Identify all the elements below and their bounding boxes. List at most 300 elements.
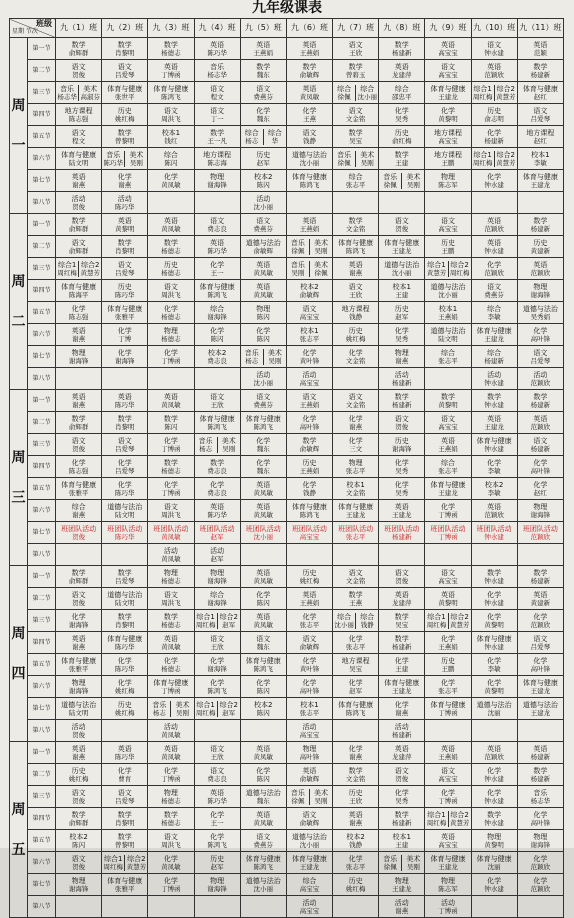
subject: 活动 (71, 722, 86, 731)
subject: 语文 (256, 216, 271, 225)
teacher: 王燕娟 (438, 642, 458, 651)
teacher: 陈鸿飞 (207, 422, 227, 431)
subject: 英语 (487, 216, 502, 225)
lesson-cell (425, 632, 471, 654)
subject: 历史 (533, 238, 548, 247)
lesson-cell (425, 280, 471, 302)
lesson-cell (517, 456, 563, 478)
teacher: 范颖欣 (530, 884, 551, 893)
subject: 活动 (302, 898, 317, 907)
subject: 化学 (487, 766, 502, 775)
teacher: 杨建新 (392, 378, 412, 387)
lesson-cell (102, 742, 148, 764)
period-row (10, 434, 564, 456)
lesson-cell (425, 82, 471, 104)
teacher: 王燕娟 (438, 752, 458, 761)
subject: 英语 (533, 40, 548, 49)
lesson-cell (56, 126, 102, 148)
teacher: 周红梅 (449, 268, 470, 277)
lesson-cell (102, 368, 148, 390)
teacher: 黄慧芳 (426, 268, 447, 277)
lesson-cell (194, 610, 240, 632)
period-row (10, 280, 564, 302)
lesson-cell (379, 390, 425, 412)
class-header: 九（9）班 (425, 19, 471, 38)
subject: 化学 (533, 480, 548, 489)
subject: 语文 (117, 260, 132, 269)
teacher: 谢燕 (72, 642, 86, 651)
lesson-half (287, 239, 309, 255)
subject: 英语 (487, 414, 502, 423)
teacher: 杨志 (199, 444, 213, 453)
subject: 历史 (348, 788, 363, 797)
subject: 道德与法治 (291, 832, 327, 841)
teacher: 费志良 (207, 466, 227, 475)
teacher: 丁博函 (438, 532, 458, 541)
lesson-cell (194, 170, 240, 192)
lesson-cell (379, 38, 425, 60)
day-label: 周五 (10, 742, 28, 918)
teacher: 高叶锋 (530, 664, 551, 673)
lesson-cell (148, 500, 194, 522)
teacher: 杨德志 (161, 268, 181, 277)
class-header: 九（11）班 (517, 19, 563, 38)
period-label: 第五节 (28, 126, 56, 148)
teacher: 王燕娟 (299, 48, 320, 57)
lesson-cell (333, 478, 379, 500)
subject: 数学 (348, 216, 363, 225)
teacher: 高叶锋 (530, 466, 551, 475)
teacher: 沈小丽 (253, 532, 274, 541)
subject: 美术 (83, 84, 98, 93)
subject: 历史 (302, 458, 317, 467)
subject: 物理 (163, 788, 178, 797)
subject: 数学 (394, 40, 409, 49)
lesson-cell (286, 808, 332, 830)
lesson-cell (286, 610, 332, 632)
lesson-cell (240, 236, 286, 258)
lesson-cell (425, 192, 471, 214)
subject: 英语 (394, 502, 409, 511)
lesson-cell (379, 676, 425, 698)
teacher: 杨志 (245, 136, 259, 145)
subject: 化学 (533, 854, 548, 863)
teacher: 丁博函 (161, 774, 181, 783)
lesson-cell (194, 302, 240, 324)
lesson-cell (102, 60, 148, 82)
period-label: 第三节 (28, 610, 56, 632)
lesson-cell (240, 830, 286, 852)
subject: 历史 (117, 282, 132, 291)
period-row (10, 720, 564, 742)
subject: 物理 (256, 304, 271, 313)
subject: 物理 (302, 744, 317, 753)
subject: 化学 (440, 788, 455, 797)
lesson-cell (286, 258, 332, 280)
subject: 综合2 (450, 612, 469, 621)
subject: 化学 (117, 458, 132, 467)
teacher: 谢燕 (72, 400, 86, 409)
teacher: 周红梅 (195, 708, 216, 717)
class-header: 九（6）班 (286, 19, 332, 38)
lesson-cell (425, 566, 471, 588)
subject: 历史 (440, 656, 455, 665)
subject: 化学 (533, 458, 548, 467)
lesson-cell (148, 368, 194, 390)
subject: 化学 (348, 348, 363, 357)
teacher: 周红梅 (472, 92, 493, 101)
teacher: 费志良 (207, 774, 227, 783)
lesson-cell (379, 258, 425, 280)
teacher: 范颖欣 (530, 422, 551, 431)
teacher: 俞敏辉 (299, 70, 320, 79)
subject: 数学 (394, 810, 409, 819)
lesson-cell (286, 148, 332, 170)
period-label: 第五节 (28, 478, 56, 500)
teacher: 王燕娟 (438, 444, 458, 453)
teacher: 陈志强 (68, 114, 89, 123)
lesson-half (148, 701, 170, 717)
lesson-half (425, 613, 447, 629)
lesson-cell (379, 478, 425, 500)
lesson-cell (194, 632, 240, 654)
teacher: 钟水建 (484, 400, 504, 409)
lesson-cell (333, 830, 379, 852)
subject: 体育与健康 (338, 502, 374, 511)
teacher: 杨建新 (484, 356, 504, 365)
lesson-cell (286, 830, 332, 852)
subject: 数学 (348, 128, 363, 137)
lesson-cell (517, 170, 563, 192)
teacher: 周洪飞 (161, 290, 181, 299)
teacher: 黄凤敏 (161, 730, 181, 739)
period-row (10, 742, 564, 764)
lesson-cell (102, 214, 148, 236)
teacher: 李敏 (533, 158, 547, 167)
subject: 校本1 (392, 282, 412, 291)
teacher: 肖黎明 (115, 48, 135, 57)
teacher: 李敏 (487, 312, 501, 321)
lesson-cell (333, 302, 379, 324)
lesson-cell (56, 148, 102, 170)
subject: 化学 (440, 502, 455, 511)
subject: 数学 (533, 568, 548, 577)
teacher: 王欣 (210, 642, 224, 651)
subject: 音乐 (533, 788, 548, 797)
teacher: 贺俊 (72, 202, 86, 211)
subject: 活动 (163, 722, 178, 731)
period-row (10, 302, 564, 324)
subject: 化学 (117, 348, 132, 357)
corner-row-label: 星期 节次 (12, 28, 38, 35)
teacher: 丁博函 (438, 906, 458, 915)
lesson-cell (240, 896, 286, 918)
subject: 班团队活动 (61, 524, 97, 533)
subject: 英语 (348, 810, 363, 819)
lesson-cell (286, 434, 332, 456)
subject: 美术 (314, 788, 329, 797)
teacher: 吕爱琴 (530, 356, 551, 365)
subject: 体育与健康 (522, 84, 558, 93)
lesson-cell (333, 280, 379, 302)
subject: 体育与健康 (199, 282, 235, 291)
subject: 综合 (210, 590, 225, 599)
teacher: 陈志军 (438, 180, 458, 189)
lesson-cell (517, 324, 563, 346)
subject: 英语 (256, 260, 271, 269)
lesson-cell (517, 368, 563, 390)
period-row (10, 324, 564, 346)
lesson-half (217, 437, 240, 453)
subject: 化学 (533, 876, 548, 885)
subject: 语文 (256, 392, 271, 401)
period-row (10, 588, 564, 610)
teacher: 姚红梅 (345, 334, 366, 343)
lesson-cell (56, 874, 102, 896)
teacher: 黄叶锋 (299, 356, 320, 365)
teacher: 王鹏 (441, 664, 455, 673)
lesson-cell (102, 500, 148, 522)
teacher: 陆文明 (115, 598, 135, 607)
lesson-cell (102, 390, 148, 412)
subject: 体育与健康 (430, 854, 466, 863)
lesson-cell (471, 412, 517, 434)
lesson-cell (240, 170, 286, 192)
teacher: 陈巧华 (115, 400, 135, 409)
teacher: 丁博函 (161, 884, 181, 893)
teacher: 费燕芬 (253, 92, 274, 101)
teacher: 杨德志 (161, 48, 181, 57)
subject: 化学 (210, 810, 225, 819)
lesson-cell (194, 654, 240, 676)
subject: 数学 (348, 62, 363, 71)
teacher: 王欣 (349, 796, 363, 805)
subject: 物理 (210, 172, 225, 181)
lesson-cell (240, 302, 286, 324)
teacher: 王欣 (210, 752, 224, 761)
lesson-cell (517, 610, 563, 632)
subject: 音乐 (290, 260, 305, 269)
teacher: 曾碧玉 (345, 70, 366, 79)
subject: 英语 (302, 766, 317, 775)
subject: 语文 (71, 788, 86, 797)
lesson-cell (56, 830, 102, 852)
subject: 数学 (117, 40, 132, 49)
lesson-cell (148, 60, 194, 82)
subject: 音乐 (210, 62, 225, 71)
teacher: 杨德志 (161, 664, 181, 673)
teacher: 陈海平 (68, 290, 89, 299)
teacher: 陈闪 (256, 686, 270, 695)
subject: 活动 (533, 370, 548, 379)
subject: 语文 (302, 634, 317, 643)
lesson-cell (379, 830, 425, 852)
subject: 活动 (302, 722, 317, 731)
lesson-cell (286, 82, 332, 104)
subject: 英语 (117, 392, 132, 401)
lesson-half (494, 85, 517, 101)
teacher: 邵忠平 (392, 92, 412, 101)
subject: 语文 (533, 106, 548, 115)
teacher: 吴刚 (222, 444, 236, 453)
lesson-cell (240, 192, 286, 214)
lesson-cell (379, 280, 425, 302)
subject: 英语 (117, 216, 132, 225)
lesson-cell (517, 434, 563, 456)
teacher: 李敏 (487, 466, 501, 475)
teacher: 谢燕 (118, 180, 132, 189)
lesson-cell (471, 830, 517, 852)
subject: 综合1 (473, 84, 492, 93)
lesson-cell (471, 566, 517, 588)
teacher: 张世平 (115, 92, 135, 101)
subject: 综合2 (219, 612, 238, 621)
teacher: 吴刚 (406, 862, 420, 871)
teacher: 黄叶锋 (299, 664, 320, 673)
teacher: 黄凤敏 (161, 224, 181, 233)
period-label: 第七节 (28, 874, 56, 896)
teacher: 王燕娟 (253, 48, 274, 57)
lesson-cell (379, 764, 425, 786)
teacher: 俞敏辉 (299, 290, 320, 299)
teacher: 华 (271, 136, 279, 145)
subject: 音乐 (290, 788, 305, 797)
subject: 综合2 (496, 150, 515, 159)
teacher: 杨建新 (392, 48, 412, 57)
lesson-cell (425, 830, 471, 852)
subject: 体育与健康 (476, 634, 512, 643)
teacher: 沈丽 (487, 862, 501, 871)
lesson-cell (471, 720, 517, 742)
subject: 道德与法治 (107, 590, 143, 599)
teacher: 沈丽 (487, 708, 501, 717)
teacher: 费志良 (207, 356, 227, 365)
teacher: 沈小丽 (253, 884, 274, 893)
lesson-cell (148, 808, 194, 830)
lesson-cell (333, 808, 379, 830)
teacher: 吕爱琴 (115, 444, 135, 453)
lesson-cell (286, 874, 332, 896)
lesson-cell (56, 500, 102, 522)
subject: 化学 (163, 172, 178, 181)
period-label: 第一节 (28, 214, 56, 236)
subject: 语文 (440, 216, 455, 225)
teacher: 王建龙 (392, 246, 412, 255)
subject: 综合 (267, 128, 282, 137)
period-label: 第四节 (28, 456, 56, 478)
teacher: 高淑芬 (80, 92, 100, 101)
subject: 化学 (256, 766, 271, 775)
subject: 化学 (210, 260, 225, 269)
teacher: 陈鸿飞 (299, 510, 320, 519)
teacher: 谢海锋 (68, 620, 89, 629)
lesson-cell (240, 544, 286, 566)
lesson-cell (425, 148, 471, 170)
subject: 数学 (533, 216, 548, 225)
lesson-cell (194, 588, 240, 610)
teacher: 钟水建 (484, 246, 504, 255)
teacher: 黄建新 (530, 598, 551, 607)
subject: 英语 (163, 392, 178, 401)
lesson-half (379, 855, 401, 871)
lesson-cell (379, 588, 425, 610)
teacher: 黄黎明 (438, 400, 458, 409)
lesson-cell (425, 324, 471, 346)
subject: 语文 (394, 568, 409, 577)
subject: 数学 (487, 810, 502, 819)
lesson-cell (517, 698, 563, 720)
subject: 美术 (314, 260, 329, 269)
subject: 体育与健康 (107, 876, 143, 885)
teacher: 贺俊 (72, 862, 86, 871)
subject: 英语 (117, 744, 132, 753)
subject: 道德与法治 (384, 260, 420, 269)
subject: 化学 (163, 348, 178, 357)
teacher: 黄黎明 (484, 620, 504, 629)
lesson-cell (379, 610, 425, 632)
teacher: 周红梅 (57, 268, 77, 277)
teacher: 沈小丽 (334, 620, 354, 629)
teacher: 范颖欣 (530, 532, 551, 541)
lesson-cell (425, 544, 471, 566)
teacher: 陆文明 (438, 334, 458, 343)
subject: 数学 (117, 238, 132, 247)
lesson-cell (425, 808, 471, 830)
subject: 英语 (302, 84, 317, 93)
teacher: 范颖欣 (530, 378, 551, 387)
teacher: 费志良 (207, 488, 227, 497)
period-row (10, 852, 564, 874)
period-label: 第三节 (28, 258, 56, 280)
lesson-cell (56, 324, 102, 346)
subject: 英语 (256, 744, 271, 753)
lesson-cell (102, 302, 148, 324)
lesson-cell (286, 566, 332, 588)
teacher: 王欣 (349, 290, 363, 299)
period-row (10, 896, 564, 918)
teacher: 陈巧华 (115, 752, 135, 761)
subject: 班团队活动 (245, 524, 281, 533)
lesson-cell (102, 852, 148, 874)
teacher: 姚红梅 (115, 686, 135, 695)
teacher: 张志平 (299, 620, 320, 629)
subject: 活动 (440, 898, 455, 907)
subject: 体育与健康 (245, 854, 281, 863)
subject: 英语 (440, 436, 455, 445)
lesson-cell (194, 764, 240, 786)
lesson-cell (56, 236, 102, 258)
teacher: 陈巧华 (115, 488, 135, 497)
lesson-cell (286, 60, 332, 82)
teacher: 俞敏辉 (299, 818, 320, 827)
teacher: 贺俊 (72, 730, 86, 739)
subject: 语文 (533, 348, 548, 357)
subject: 体育与健康 (430, 480, 466, 489)
lesson-cell (148, 434, 194, 456)
teacher: 杨德志 (161, 796, 181, 805)
teacher: 陆文明 (68, 708, 89, 717)
teacher: 钟水建 (484, 818, 504, 827)
teacher: 范颖欣 (530, 862, 551, 871)
subject: 音乐 (244, 348, 259, 357)
period-label: 第四节 (28, 104, 56, 126)
subject: 综合 (440, 348, 455, 357)
lesson-cell (148, 522, 194, 544)
teacher: 高叶锋 (530, 334, 551, 343)
subject: 语文 (210, 84, 225, 93)
lesson-cell (425, 346, 471, 368)
lesson-cell (240, 654, 286, 676)
